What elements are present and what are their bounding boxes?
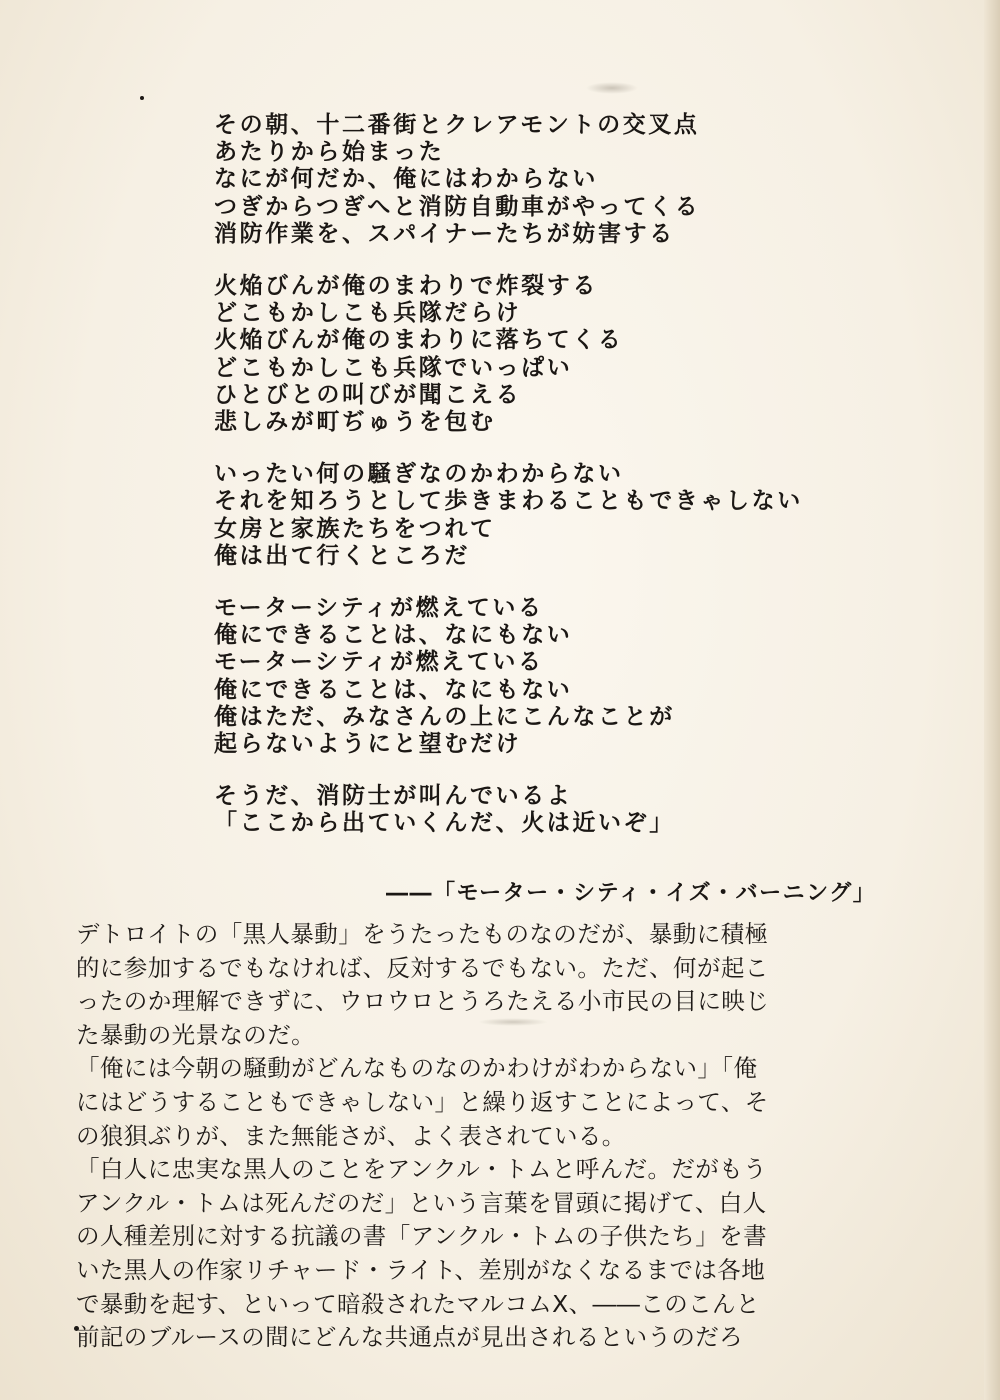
poem-line: 「ここから出ていくんだ、火は近いぞ」 <box>214 810 675 837</box>
commentary-line: にはどうすることもできゃしない」と繰り返すことによって、そ <box>76 1087 769 1116</box>
poem-stanza <box>214 273 914 436</box>
commentary-line: た暴動の光景なのだ。 <box>76 1020 315 1049</box>
poem-block <box>214 112 914 842</box>
poem-line: 火焔びんが俺のまわりで炸裂する <box>214 273 598 300</box>
poem-line: つぎからつぎへと消防自動車がやってくる <box>214 193 701 220</box>
poem-line: 消防作業を、スパイナーたちが妨害する <box>214 220 675 247</box>
poem-line: どこもかしこも兵隊だらけ <box>214 300 522 327</box>
poem-stanza <box>214 783 914 837</box>
commentary-line: 「俺には今朝の騒動がどんなものなのかわけがわからない」「俺 <box>76 1054 758 1083</box>
poem-line: 俺はただ、みなさんの上にこんなことが <box>214 703 675 730</box>
commentary-line: ったのか理解できずに、ウロウロとうろたえる小市民の目に映じ <box>76 987 770 1016</box>
poem-stanza <box>214 461 914 570</box>
commentary-block <box>76 918 906 1355</box>
commentary-line: で暴動を起す、といって暗殺されたマルコムX、――このこんと <box>76 1289 760 1318</box>
poem-line: モーターシティが燃えている <box>214 649 544 676</box>
poem-stanza <box>214 112 914 248</box>
poem-line: 俺にできることは、なにもない <box>214 676 573 703</box>
song-credit: ――「モーター・シティ・イズ・バーニング」 <box>386 881 877 906</box>
poem-line: それを知ろうとして歩きまわることもできゃしない <box>214 488 803 515</box>
commentary-line: いた黒人の作家リチャード・ライト、差別がなくなるまでは各地 <box>76 1255 766 1284</box>
poem-line: そうだ、消防士が叫んでいるよ <box>214 783 573 810</box>
commentary-line: 的に参加するでもなければ、反対するでもない。ただ、何が起こ <box>76 953 769 982</box>
poem-line: 悲しみが町ぢゅうを包む <box>214 409 496 436</box>
poem-stanza <box>214 595 914 758</box>
commentary-line: の人種差別に対する抗議の書「アンクル・トムの子供たち」を書 <box>76 1222 767 1251</box>
poem-line: 俺は出て行くところだ <box>214 542 470 569</box>
commentary-line: アンクル・トムは死んだのだ」という言葉を冒頭に掲げて、白人 <box>76 1188 767 1217</box>
poem-line: その朝、十二番街とクレアモントの交叉点 <box>214 112 700 138</box>
paper-edge <box>984 0 1000 1400</box>
commentary-line: デトロイトの「黒人暴動」をうたったものなのだが、暴動に積極 <box>76 920 769 948</box>
commentary-line: 前記のブルースの間にどんな共通点が見出されるというのだろ <box>76 1323 744 1352</box>
poem-line: 女房と家族たちをつれて <box>214 515 496 542</box>
commentary-line: 「白人に忠実な黒人のことをアンクル・トムと呼んだ。だがもう <box>76 1155 767 1184</box>
poem-line: ひとびとの叫びが聞こえる <box>214 381 522 408</box>
poem-line: 俺にできることは、なにもない <box>214 622 573 649</box>
poem-line: モーターシティが燃えている <box>214 595 544 622</box>
poem-line: 起らないようにと望むだけ <box>214 731 522 758</box>
poem-line: どこもかしこも兵隊でいっぱい <box>214 354 573 381</box>
poem-line: なにが何だか、俺にはわからない <box>214 166 598 193</box>
poem-line: 火焔びんが俺のまわりに落ちてくる <box>214 327 624 354</box>
ink-dot <box>140 96 144 100</box>
poem-line: あたりから始まった <box>214 139 445 166</box>
poem-line: いったい何の騒ぎなのかわからない <box>214 461 624 488</box>
smudge-mark <box>586 82 638 94</box>
commentary-line: の狼狽ぶりが、また無能さが、よく表されている。 <box>76 1121 626 1150</box>
